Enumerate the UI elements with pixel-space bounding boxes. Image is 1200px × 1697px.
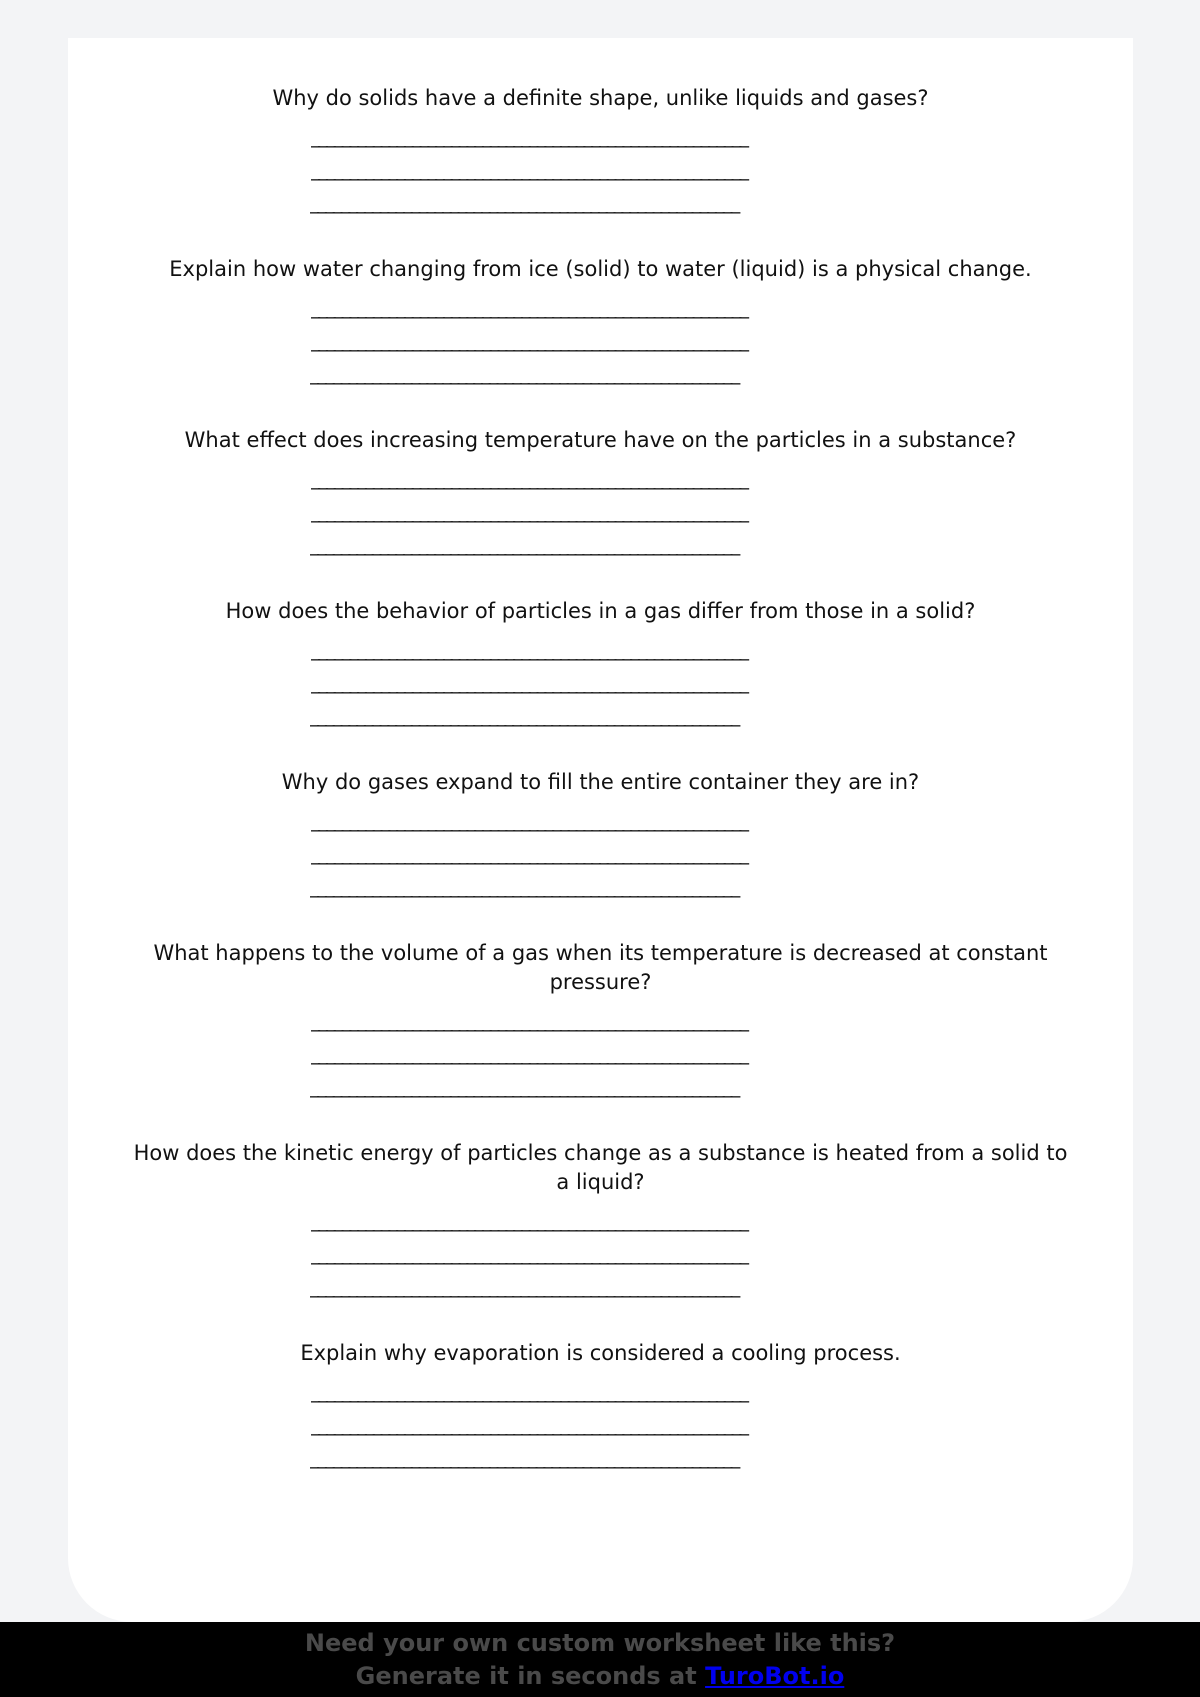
question-block xyxy=(68,597,1133,733)
answer-lines xyxy=(126,1376,1075,1475)
turobot-link[interactable]: TuroBot.io xyxy=(705,1662,845,1690)
question-text: Why do solids have a definite shape, unlike liquids and gases? xyxy=(272,86,929,110)
answer-line[interactable]: ________________________________________________________ xyxy=(310,1010,748,1032)
answer-line[interactable]: ________________________________________________________ xyxy=(310,810,748,832)
answer-lines xyxy=(126,805,1075,904)
promo-subline xyxy=(0,1660,1200,1693)
promo-subline-prefix: Generate it in seconds at xyxy=(355,1662,706,1690)
question-block xyxy=(68,84,1133,220)
question-text: Explain why evaporation is considered a cooling process. xyxy=(300,1341,901,1365)
answer-line[interactable]: ________________________________________________________ xyxy=(310,843,748,865)
answer-line[interactable]: ________________________________________________________ xyxy=(310,1210,748,1232)
question-text: Explain how water changing from ice (solid) to water (liquid) is a physical change. xyxy=(169,257,1032,281)
question-text: How does the behavior of particles in a gas differ from those in a solid? xyxy=(225,599,976,623)
question-block xyxy=(68,768,1133,904)
question-text: Why do gases expand to fill the entire container they are in? xyxy=(281,770,920,794)
question-block xyxy=(68,1139,1133,1304)
question-list xyxy=(68,84,1133,1475)
answer-line[interactable]: ________________________________________________________ xyxy=(310,297,748,319)
answer-line[interactable]: ________________________________________________________ xyxy=(310,639,748,661)
answer-line[interactable]: ________________________________________________________ xyxy=(310,1243,748,1265)
answer-line[interactable]: ________________________________________________________ xyxy=(310,1414,748,1436)
answer-line[interactable]: _______________________________________________________ xyxy=(309,705,739,727)
answer-lines xyxy=(126,292,1075,391)
question-block xyxy=(68,426,1133,562)
answer-lines xyxy=(126,121,1075,220)
promo-footer xyxy=(0,1622,1200,1697)
answer-lines xyxy=(126,1005,1075,1104)
answer-line[interactable]: _______________________________________________________ xyxy=(309,876,739,898)
answer-line[interactable]: _______________________________________________________ xyxy=(309,1447,739,1469)
answer-lines xyxy=(126,463,1075,562)
answer-line[interactable]: ________________________________________________________ xyxy=(310,126,748,148)
question-text: How does the kinetic energy of particles change as a substance is heated from a solid to a liquid? xyxy=(133,1141,1068,1194)
answer-line[interactable]: ________________________________________________________ xyxy=(310,468,748,490)
answer-line[interactable]: _______________________________________________________ xyxy=(309,1076,739,1098)
answer-lines xyxy=(126,634,1075,733)
answer-line[interactable]: _______________________________________________________ xyxy=(309,363,739,385)
question-text: What effect does increasing temperature have on the particles in a substance? xyxy=(184,428,1017,452)
question-block xyxy=(68,939,1133,1104)
answer-line[interactable]: ________________________________________________________ xyxy=(310,501,748,523)
answer-line[interactable]: _______________________________________________________ xyxy=(309,192,739,214)
question-block xyxy=(68,1339,1133,1475)
answer-line[interactable]: _______________________________________________________ xyxy=(309,1276,739,1298)
answer-line[interactable]: ________________________________________________________ xyxy=(310,159,748,181)
worksheet-page xyxy=(68,38,1133,1622)
answer-line[interactable]: _______________________________________________________ xyxy=(309,534,739,556)
question-text: What happens to the volume of a gas when its temperature is decreased at constant pressure? xyxy=(153,941,1048,994)
promo-headline: Need your own custom worksheet like this? xyxy=(304,1629,896,1657)
answer-line[interactable]: ________________________________________________________ xyxy=(310,330,748,352)
answer-line[interactable]: ________________________________________________________ xyxy=(310,1043,748,1065)
answer-line[interactable]: ________________________________________________________ xyxy=(310,672,748,694)
answer-line[interactable]: ________________________________________________________ xyxy=(310,1381,748,1403)
question-block xyxy=(68,255,1133,391)
answer-lines xyxy=(126,1205,1075,1304)
